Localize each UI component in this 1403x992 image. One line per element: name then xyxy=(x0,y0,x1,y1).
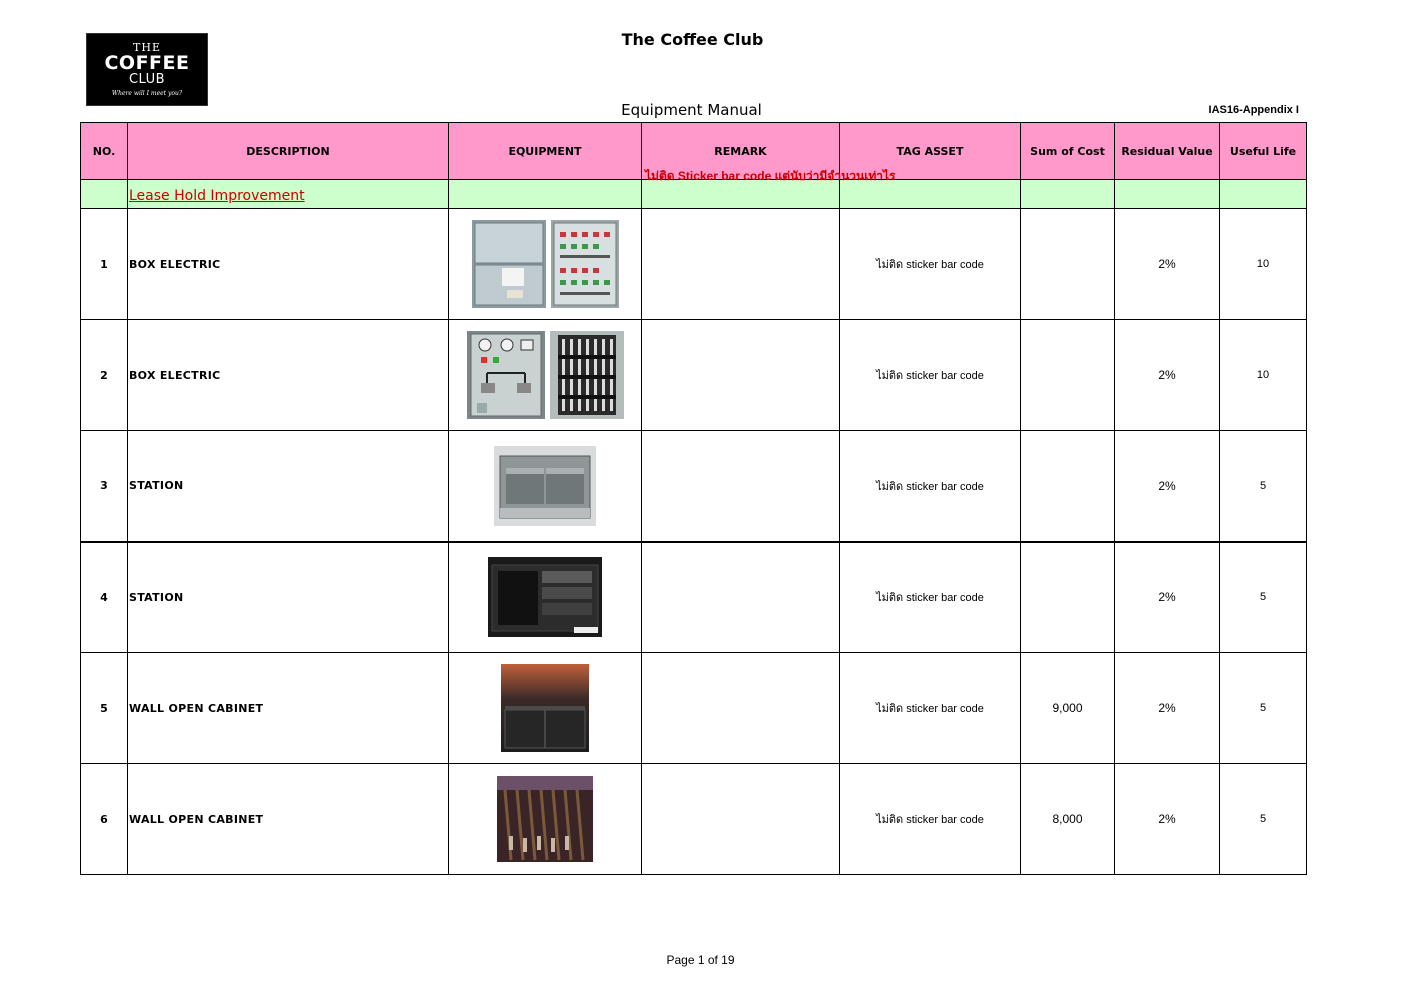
steel-station-photo xyxy=(449,446,641,526)
row-number: 2 xyxy=(81,320,128,431)
row-useful-life: 5 xyxy=(1220,653,1307,764)
row-number: 1 xyxy=(81,209,128,320)
row-residual-value: 2% xyxy=(1115,431,1220,542)
row-number: 5 xyxy=(81,653,128,764)
col-header-residual-value: Residual Value xyxy=(1115,123,1220,180)
row-tag-asset: ไม่ติด sticker bar code xyxy=(840,320,1021,431)
row-remark xyxy=(642,320,840,431)
col-header-tag-asset: TAG ASSET xyxy=(840,123,1021,180)
section-title-lease-hold: Lease Hold Improvement xyxy=(129,187,305,204)
row-sum-of-cost: 9,000 xyxy=(1021,653,1115,764)
row-residual-value: 2% xyxy=(1115,542,1220,653)
row-remark xyxy=(642,764,840,875)
row-remark xyxy=(642,209,840,320)
document-subtitle: Equipment Manual xyxy=(621,101,762,119)
row-tag-asset: ไม่ติด sticker bar code xyxy=(840,764,1021,875)
row-tag-asset: ไม่ติด sticker bar code xyxy=(840,653,1021,764)
row-remark xyxy=(642,542,840,653)
row-sum-of-cost xyxy=(1021,320,1115,431)
row-remark xyxy=(642,431,840,542)
logo-line-the: THE xyxy=(133,41,161,54)
table-row xyxy=(81,320,1307,431)
row-description: WALL OPEN CABINET xyxy=(128,764,449,875)
col-header-sum-of-cost: Sum of Cost xyxy=(1021,123,1115,180)
page-number: Page 1 of 19 xyxy=(666,953,735,967)
document-title: The Coffee Club xyxy=(621,30,764,49)
row-description: STATION xyxy=(128,431,449,542)
section-row xyxy=(81,180,1307,209)
row-number: 6 xyxy=(81,764,128,875)
row-useful-life: 5 xyxy=(1220,764,1307,875)
row-description: STATION xyxy=(128,542,449,653)
table-row xyxy=(81,209,1307,320)
row-tag-asset: ไม่ติด sticker bar code xyxy=(840,542,1021,653)
row-residual-value: 2% xyxy=(1115,320,1220,431)
row-useful-life: 5 xyxy=(1220,542,1307,653)
wall-cabinet-photo xyxy=(449,664,641,752)
row-description: WALL OPEN CABINET xyxy=(128,653,449,764)
wine-rack-cabinet-photo xyxy=(449,776,641,862)
electric-box-photo xyxy=(449,220,641,308)
row-remark xyxy=(642,653,840,764)
row-sum-of-cost xyxy=(1021,542,1115,653)
row-residual-value: 2% xyxy=(1115,653,1220,764)
col-header-equipment: EQUIPMENT xyxy=(449,123,642,180)
dark-station-photo xyxy=(449,557,641,637)
row-description: BOX ELECTRIC xyxy=(128,209,449,320)
table-row xyxy=(81,653,1307,764)
appendix-label: IAS16-Appendix I xyxy=(1208,104,1299,116)
col-header-useful-life: Useful Life xyxy=(1220,123,1307,180)
row-sum-of-cost xyxy=(1021,209,1115,320)
row-tag-asset: ไม่ติด sticker bar code xyxy=(840,431,1021,542)
logo-line-club: CLUB xyxy=(128,72,166,87)
row-sum-of-cost xyxy=(1021,431,1115,542)
row-number: 4 xyxy=(81,542,128,653)
row-residual-value: 2% xyxy=(1115,209,1220,320)
col-header-no: NO. xyxy=(81,123,128,180)
row-number: 3 xyxy=(81,431,128,542)
row-sum-of-cost: 8,000 xyxy=(1021,764,1115,875)
col-header-description: DESCRIPTION xyxy=(128,123,449,180)
row-description: BOX ELECTRIC xyxy=(128,320,449,431)
logo-line-coffee: COFFEE xyxy=(104,52,190,74)
row-useful-life: 10 xyxy=(1220,320,1307,431)
row-tag-asset: ไม่ติด sticker bar code xyxy=(840,209,1021,320)
row-residual-value: 2% xyxy=(1115,764,1220,875)
table-row xyxy=(81,431,1307,542)
logo-tagline: Where will I meet you? xyxy=(111,90,183,97)
equipment-table xyxy=(80,122,1307,875)
row-useful-life: 10 xyxy=(1220,209,1307,320)
section-sticker-note: ไม่ติด Sticker bar code แต่นับว่ามีจำนวนเท่าไร xyxy=(645,169,896,183)
electric-panel-photo xyxy=(449,331,641,419)
row-useful-life: 5 xyxy=(1220,431,1307,542)
table-row xyxy=(81,764,1307,875)
table-row xyxy=(81,542,1307,653)
col-header-remark: REMARK xyxy=(642,123,840,180)
